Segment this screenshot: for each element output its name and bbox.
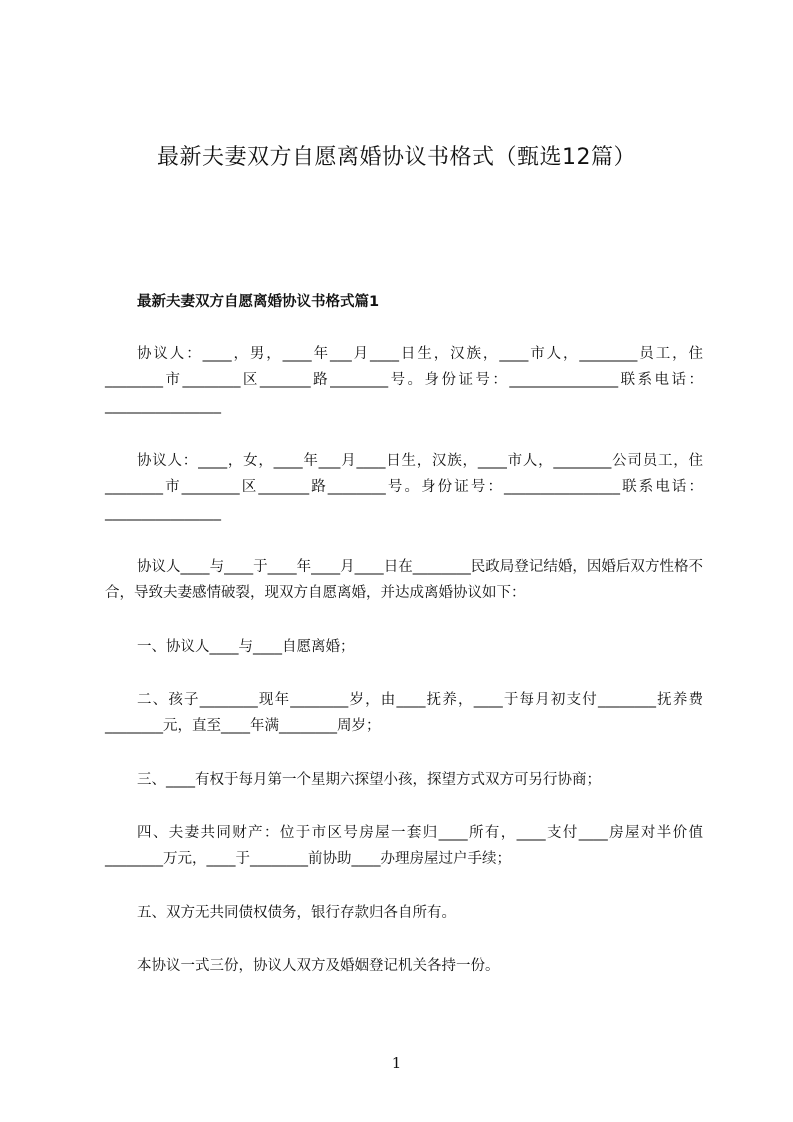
section-heading: 最新夫妻双方自愿离婚协议书格式篇1 [137, 294, 380, 310]
clause-1: 一、协议人____与____自愿离婚； [137, 639, 355, 655]
document-title: 最新夫妻双方自愿离婚协议书格式（甄选12篇） [157, 145, 636, 170]
paragraph-marriage-info: 协议人____与____于____年____月____日在________民政局登记结婚，因婚后双方性格不合，导致夫妻感情破裂，现双方自愿离婚，并达成离婚协议如下： [105, 559, 703, 601]
page-number: 1 [391, 1054, 402, 1072]
closing-paragraph: 本协议一式三份，协议人双方及婚姻登记机关各持一份。 [137, 958, 500, 974]
clause-3: 三、____有权于每月第一个星期六探望小孩，探望方式双方可另行协商； [137, 772, 601, 788]
clause-5: 五、双方无共同债权债务，银行存款归各自所有。 [137, 905, 456, 921]
paragraph-party-male: 协议人：____，男，____年___月____日生，汉族，____市人，________员工，住________市________区_______路________号。身份证号：_______________联系电话：________________ [105, 346, 703, 414]
clause-4: 四、夫妻共同财产：位于市区号房屋一套归____所有，____支付____房屋对半价值________万元，____于________前协助____办理房屋过户手续； [105, 825, 703, 867]
clause-2: 二、孩子________现年________岁，由____抚养，____于每月初支付________抚养费________元，直至____年满________周岁； [105, 692, 703, 734]
paragraph-party-female: 协议人：____，女，____年___月____日生，汉族，____市人，________公司员工，住________市________区_______路________号。身份证号：________________联系电话：________________ [105, 453, 703, 521]
